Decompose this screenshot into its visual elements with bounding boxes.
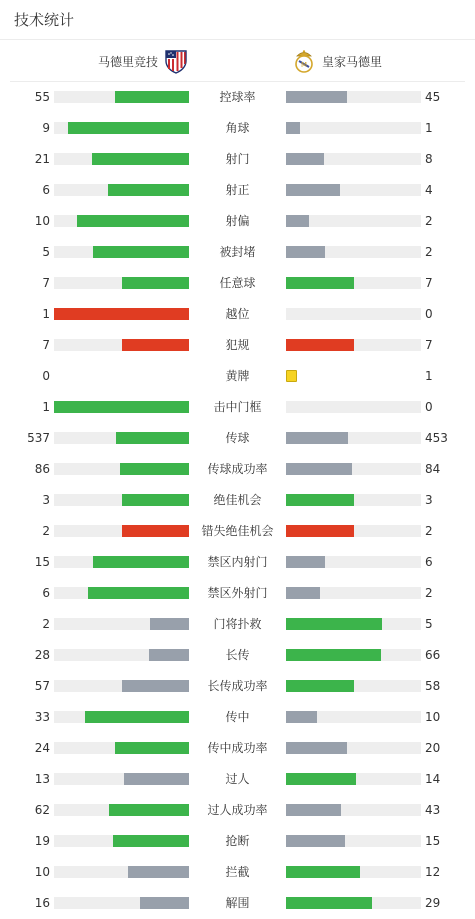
home-bar-fill xyxy=(115,91,189,103)
away-bar-fill xyxy=(286,525,354,537)
away-bar-fill xyxy=(286,773,356,785)
away-bar-track xyxy=(286,556,421,568)
away-value: 3 xyxy=(425,493,433,507)
away-bar-track xyxy=(286,866,421,878)
home-bar-track xyxy=(54,742,189,754)
stat-label: 门将扑救 xyxy=(213,617,262,631)
away-bar-track xyxy=(286,618,421,630)
away-bar-track xyxy=(286,184,421,196)
home-bar-track xyxy=(54,246,189,258)
away-bar-track xyxy=(286,215,421,227)
home-value: 3 xyxy=(42,493,50,507)
home-bar-track xyxy=(54,401,189,413)
away-team-name: 皇家马德里 xyxy=(322,54,383,69)
stat-row xyxy=(0,113,475,144)
stat-label: 射正 xyxy=(225,183,250,197)
away-bar-track xyxy=(286,432,421,444)
away-bar-track xyxy=(286,463,421,475)
home-bar-fill xyxy=(122,525,190,537)
away-value: 7 xyxy=(425,338,433,352)
away-bar-fill xyxy=(286,432,348,444)
away-value: 10 xyxy=(425,710,441,724)
stat-label: 过人成功率 xyxy=(207,803,268,817)
home-bar-track xyxy=(54,339,189,351)
away-value: 58 xyxy=(425,679,441,693)
away-value: 453 xyxy=(425,431,448,445)
away-bar-fill xyxy=(286,184,340,196)
home-bar-track xyxy=(54,153,189,165)
away-team[interactable] xyxy=(292,48,382,74)
stat-row xyxy=(0,268,475,299)
stat-label: 控球率 xyxy=(219,90,256,104)
stat-row xyxy=(0,547,475,578)
away-value: 15 xyxy=(425,834,441,848)
stat-label: 禁区内射门 xyxy=(207,555,268,569)
away-bar-track xyxy=(286,742,421,754)
home-bar-fill xyxy=(68,122,190,134)
away-bar-track xyxy=(286,91,421,103)
stat-label: 传中成功率 xyxy=(207,741,268,755)
home-bar-fill xyxy=(113,835,189,847)
away-bar-fill xyxy=(286,649,381,661)
home-bar-fill xyxy=(128,866,189,878)
stat-row xyxy=(0,237,475,268)
away-value: 4 xyxy=(425,183,433,197)
away-bar-track xyxy=(286,680,421,692)
home-bar-fill xyxy=(54,401,189,413)
away-bar-track xyxy=(286,153,421,165)
away-bar-track xyxy=(286,401,421,413)
home-value: 10 xyxy=(34,865,50,879)
home-bar-track xyxy=(54,91,189,103)
away-value: 1 xyxy=(425,369,433,383)
home-bar-fill xyxy=(122,494,190,506)
away-bar-fill xyxy=(286,742,347,754)
home-bar-fill xyxy=(140,897,189,909)
stat-row xyxy=(0,578,475,609)
away-value: 1 xyxy=(425,121,433,135)
home-value: 7 xyxy=(42,338,50,352)
stat-label: 角球 xyxy=(225,121,250,135)
home-value: 86 xyxy=(34,462,50,476)
stat-row xyxy=(0,82,475,113)
stat-row xyxy=(0,764,475,795)
home-bar-fill xyxy=(108,184,189,196)
away-bar-fill xyxy=(286,494,354,506)
away-bar-fill xyxy=(286,618,382,630)
home-bar-fill xyxy=(88,587,189,599)
home-bar-track xyxy=(54,308,189,320)
home-bar-fill xyxy=(85,711,189,723)
away-bar-fill xyxy=(286,804,341,816)
away-value: 2 xyxy=(425,214,433,228)
away-value: 7 xyxy=(425,276,433,290)
home-value: 0 xyxy=(42,369,50,383)
home-bar-fill xyxy=(54,308,189,320)
home-value: 537 xyxy=(27,431,50,445)
home-bar-fill xyxy=(93,246,189,258)
away-value: 2 xyxy=(425,586,433,600)
home-bar-track xyxy=(54,525,189,537)
home-team[interactable] xyxy=(98,48,188,74)
stat-label: 拦截 xyxy=(225,865,250,879)
stat-label: 传球 xyxy=(225,431,250,445)
away-bar-fill xyxy=(286,897,372,909)
home-bar-track xyxy=(54,804,189,816)
stat-label: 犯规 xyxy=(225,338,250,352)
stat-label: 抢断 xyxy=(225,834,250,848)
away-bar-fill xyxy=(286,91,347,103)
stat-row xyxy=(0,857,475,888)
yellow-card-icon xyxy=(286,370,297,382)
stat-row xyxy=(0,888,475,919)
away-bar-track xyxy=(286,587,421,599)
stats-header xyxy=(0,0,475,40)
teams-bar xyxy=(10,40,465,82)
home-bar-fill xyxy=(150,618,189,630)
home-bar-track xyxy=(54,773,189,785)
home-bar-track xyxy=(54,556,189,568)
away-bar-track xyxy=(286,525,421,537)
home-value: 5 xyxy=(42,245,50,259)
away-bar-fill xyxy=(286,680,354,692)
away-bar-track xyxy=(286,649,421,661)
away-value: 66 xyxy=(425,648,441,662)
home-bar-track xyxy=(54,215,189,227)
home-value: 16 xyxy=(34,896,50,910)
away-bar-track xyxy=(286,773,421,785)
away-value: 12 xyxy=(425,865,441,879)
stat-row xyxy=(0,485,475,516)
home-value: 21 xyxy=(34,152,50,166)
away-value: 0 xyxy=(425,400,433,414)
stats-list xyxy=(0,82,475,919)
away-bar-track xyxy=(286,711,421,723)
home-bar-fill xyxy=(109,804,189,816)
away-bar-fill xyxy=(286,153,324,165)
home-value: 2 xyxy=(42,617,50,631)
home-bar-track xyxy=(54,432,189,444)
away-bar-fill xyxy=(286,866,360,878)
away-bar-track xyxy=(286,277,421,289)
stat-label: 长传成功率 xyxy=(207,679,268,693)
home-value: 10 xyxy=(34,214,50,228)
home-bar-fill xyxy=(120,463,189,475)
home-bar-fill xyxy=(122,680,190,692)
home-bar-track xyxy=(54,494,189,506)
home-bar-track xyxy=(54,835,189,847)
home-value: 9 xyxy=(42,121,50,135)
away-value: 5 xyxy=(425,617,433,631)
stat-label: 解围 xyxy=(225,896,250,910)
stat-row xyxy=(0,609,475,640)
stat-row xyxy=(0,330,475,361)
stat-label: 黄牌 xyxy=(225,369,250,383)
away-value: 2 xyxy=(425,524,433,538)
real-madrid-crest-icon xyxy=(292,48,316,74)
stat-row xyxy=(0,144,475,175)
stat-label: 被封堵 xyxy=(219,245,256,259)
home-value: 6 xyxy=(42,586,50,600)
home-value: 6 xyxy=(42,183,50,197)
stat-row xyxy=(0,454,475,485)
away-bar-track xyxy=(286,246,421,258)
stat-row xyxy=(0,702,475,733)
home-bar-fill xyxy=(77,215,189,227)
home-bar-track xyxy=(54,618,189,630)
away-bar-fill xyxy=(286,122,300,134)
home-value: 7 xyxy=(42,276,50,290)
home-bar-track xyxy=(54,897,189,909)
home-value: 1 xyxy=(42,307,50,321)
stat-label: 击中门框 xyxy=(213,400,262,414)
home-bar-track xyxy=(54,711,189,723)
away-value: 14 xyxy=(425,772,441,786)
home-bar-track xyxy=(54,463,189,475)
away-value: 84 xyxy=(425,462,441,476)
away-bar-fill xyxy=(286,711,317,723)
home-bar-track xyxy=(54,680,189,692)
away-bar-fill xyxy=(286,277,354,289)
stat-label: 越位 xyxy=(225,307,250,321)
home-bar-track xyxy=(54,122,189,134)
home-value: 62 xyxy=(34,803,50,817)
away-value: 0 xyxy=(425,307,433,321)
home-bar-fill xyxy=(122,277,190,289)
home-value: 33 xyxy=(34,710,50,724)
stat-row xyxy=(0,361,475,392)
stat-label: 错失绝佳机会 xyxy=(201,524,274,538)
away-value: 43 xyxy=(425,803,441,817)
page-title: 技术统计 xyxy=(14,11,75,29)
atletico-crest-icon xyxy=(164,48,188,74)
stat-label: 传中 xyxy=(225,710,250,724)
home-bar-track xyxy=(54,277,189,289)
away-bar-track xyxy=(286,835,421,847)
home-value: 55 xyxy=(34,90,50,104)
home-value: 15 xyxy=(34,555,50,569)
stat-label: 射偏 xyxy=(225,214,250,228)
stat-row xyxy=(0,175,475,206)
stat-row xyxy=(0,640,475,671)
stat-row xyxy=(0,733,475,764)
home-value: 13 xyxy=(34,772,50,786)
away-bar-track xyxy=(286,804,421,816)
away-bar-track xyxy=(286,122,421,134)
home-bar-fill xyxy=(93,556,189,568)
home-bar-track xyxy=(54,866,189,878)
stat-row xyxy=(0,206,475,237)
home-bar-track xyxy=(54,587,189,599)
away-bar-fill xyxy=(286,339,354,351)
away-value: 45 xyxy=(425,90,441,104)
away-value: 29 xyxy=(425,896,441,910)
stat-label: 传球成功率 xyxy=(207,462,268,476)
home-bar-track xyxy=(54,184,189,196)
home-bar-fill xyxy=(124,773,189,785)
home-bar-fill xyxy=(149,649,190,661)
stat-label: 禁区外射门 xyxy=(207,586,268,600)
stat-label: 射门 xyxy=(225,152,250,166)
away-value: 2 xyxy=(425,245,433,259)
svg-text:M: M xyxy=(300,61,308,69)
home-value: 57 xyxy=(34,679,50,693)
stat-row xyxy=(0,826,475,857)
stat-label: 任意球 xyxy=(219,276,256,290)
home-bar-track xyxy=(54,649,189,661)
away-bar-fill xyxy=(286,215,309,227)
home-team-name: 马德里竞技 xyxy=(97,54,158,69)
away-bar-track xyxy=(286,494,421,506)
stat-label: 过人 xyxy=(225,772,250,786)
away-bar-fill xyxy=(286,835,345,847)
away-bar-track xyxy=(286,339,421,351)
home-bar-fill xyxy=(115,742,189,754)
stat-row xyxy=(0,299,475,330)
away-value: 6 xyxy=(425,555,433,569)
home-bar-fill xyxy=(116,432,189,444)
stat-row xyxy=(0,423,475,454)
away-value: 20 xyxy=(425,741,441,755)
home-bar-fill xyxy=(92,153,189,165)
home-value: 1 xyxy=(42,400,50,414)
away-bar-fill xyxy=(286,246,325,258)
away-bar-track xyxy=(286,897,421,909)
away-bar-track xyxy=(286,308,421,320)
stat-row xyxy=(0,392,475,423)
stat-row xyxy=(0,671,475,702)
stat-row xyxy=(0,795,475,826)
away-bar-fill xyxy=(286,463,352,475)
home-value: 2 xyxy=(42,524,50,538)
home-value: 19 xyxy=(34,834,50,848)
away-bar-fill xyxy=(286,556,325,568)
stat-label: 绝佳机会 xyxy=(213,493,262,507)
away-bar-fill xyxy=(286,587,320,599)
stat-row xyxy=(0,516,475,547)
home-bar-fill xyxy=(122,339,190,351)
home-value: 24 xyxy=(34,741,50,755)
stat-label: 长传 xyxy=(225,648,250,662)
home-value: 28 xyxy=(34,648,50,662)
away-value: 8 xyxy=(425,152,433,166)
